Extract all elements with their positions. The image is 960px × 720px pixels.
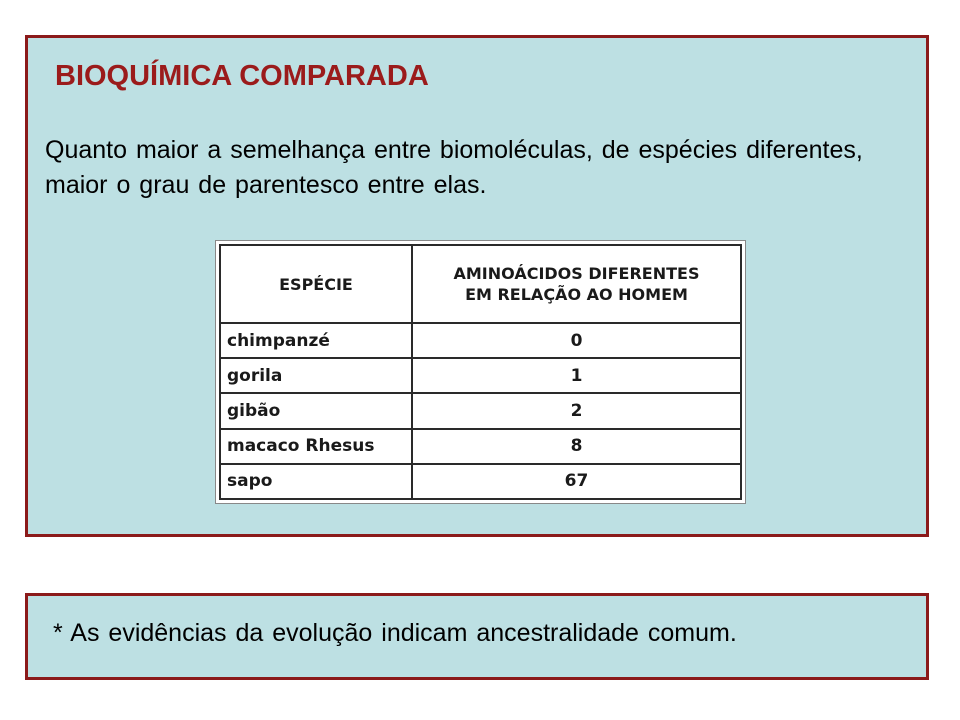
header-amino-line-2: EM RELAÇÃO AO HOMEM (465, 285, 688, 304)
species-cell: macaco Rhesus (220, 429, 412, 464)
species-cell: gibão (220, 393, 412, 428)
amino-difference-cell: 1 (412, 358, 741, 393)
table-row (220, 358, 741, 393)
main-panel (25, 35, 929, 537)
table-row (220, 323, 741, 358)
note-text: * As evidências da evolução indicam ancestralidade comum. (53, 619, 737, 647)
comparison-table-frame (215, 240, 746, 504)
species-cell: gorila (220, 358, 412, 393)
species-cell: sapo (220, 464, 412, 499)
species-cell: chimpanzé (220, 323, 412, 358)
header-species: ESPÉCIE (220, 245, 412, 323)
intro-text: Quanto maior a semelhança entre biomoléculas, de espécies diferentes, maior o grau de parentesco entre elas. (45, 136, 863, 199)
amino-difference-cell: 8 (412, 429, 741, 464)
page-title: BIOQUÍMICA COMPARADA (55, 60, 429, 92)
header-amino-line-1: AMINOÁCIDOS DIFERENTES (453, 264, 700, 283)
amino-difference-cell: 0 (412, 323, 741, 358)
note-panel (25, 593, 929, 680)
amino-difference-cell: 2 (412, 393, 741, 428)
amino-difference-cell: 67 (412, 464, 741, 499)
header-amino-acids (412, 245, 741, 323)
table-header-row (220, 245, 741, 323)
table-row (220, 429, 741, 464)
table-row (220, 464, 741, 499)
table-row (220, 393, 741, 428)
comparison-table (219, 244, 742, 500)
